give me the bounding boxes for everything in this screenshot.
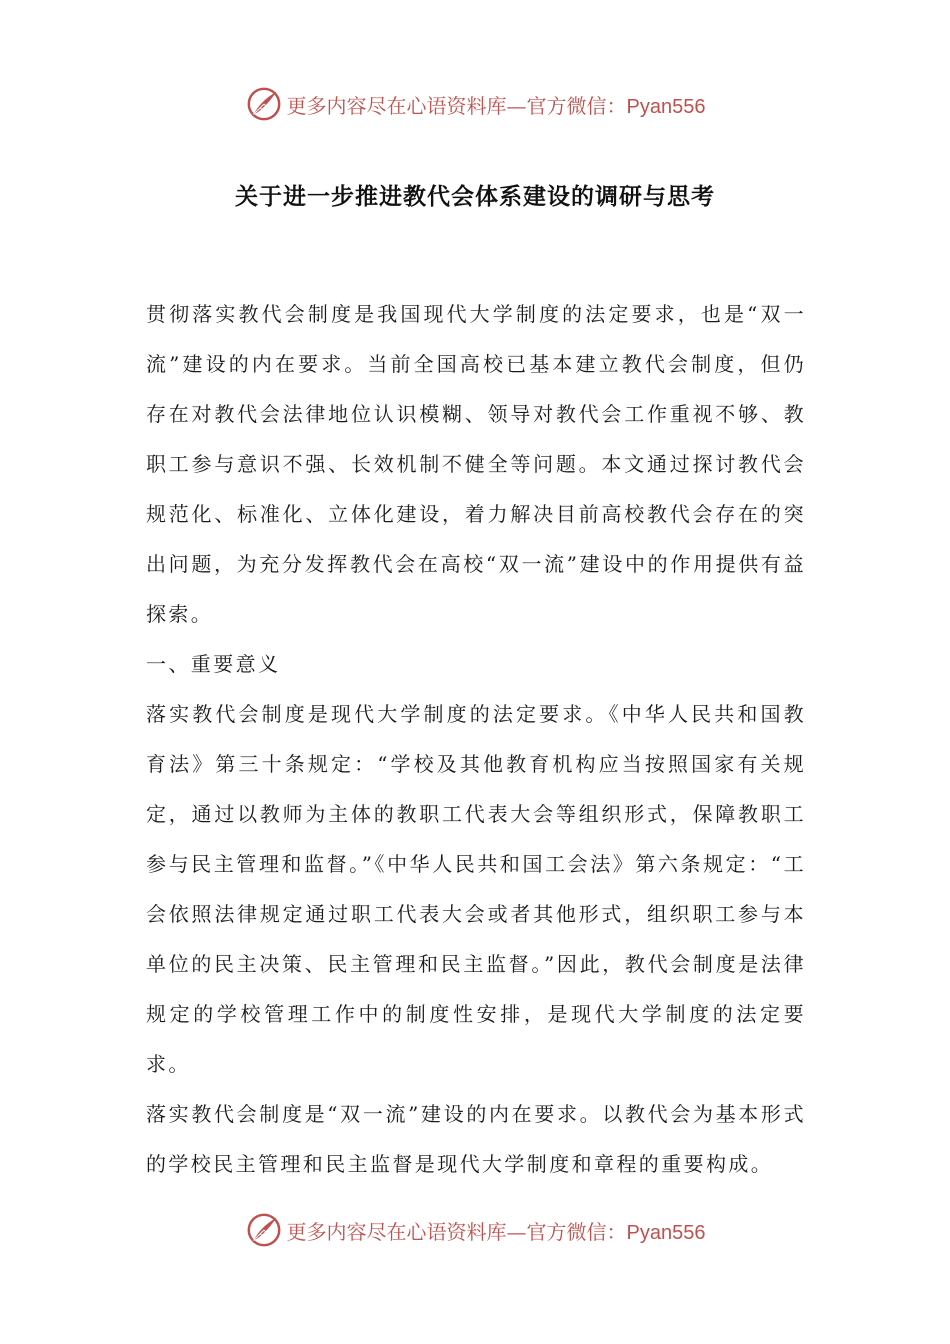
watermark-banner-top [0,82,950,126]
watermark-slogan: 更多内容尽在心语资料库 [286,93,507,118]
paragraph-double-first-class: 落实教代会制度是“双一流”建设的内在要求。以教代会为基本形式的学校民主管理和民主监督是现代大学制度和章程的重要构成。 [146,1102,806,1176]
watermark-wechat-id: Pyan556 [626,1221,706,1244]
paragraph-intro: 贯彻落实教代会制度是我国现代大学制度的法定要求，也是“双一流”建设的内在要求。当前全国高校已基本建立教代会制度，但仍存在对教代会法律地位认识模糊、领导对教代会工作重视不够、教职工参与意识不强、长效机制不健全等问题。本文通过探讨教代会规范化、标准化、立体化建设，着力解决目前高校教代会存在的突出问题，为充分发挥教代会在高校“双一流”建设中的作用提供有益探索。 [146,302,806,626]
quill-logo-icon [245,1211,283,1249]
watermark-wechat-label: 官方微信： [526,93,627,118]
quill-logo-icon [245,85,283,123]
watermark-wechat-label: 官方微信： [526,1219,627,1244]
watermark-slogan: 更多内容尽在心语资料库 [286,1219,507,1244]
document-body [146,289,806,1189]
watermark-dash: — [506,93,527,118]
watermark-text [287,90,706,119]
document-title: 关于进一步推进教代会体系建设的调研与思考 [235,184,715,210]
watermark-wechat-id: Pyan556 [626,95,706,118]
section-heading-significance: 一、重要意义 [146,652,281,676]
watermark-dash: — [506,1219,527,1244]
watermark-text [287,1216,706,1245]
watermark-banner-bottom [0,1208,950,1252]
paragraph-legal-requirement: 落实教代会制度是现代大学制度的法定要求。《中华人民共和国教育法》第三十条规定：“学校及其他教育机构应当按照国家有关规定，通过以教师为主体的教职工代表大会等组织形式，保障教职工参与民主管理和监督。”《中华人民共和国工会法》第六条规定：“工会依照法律规定通过职工代表大会或者其他形式，组织职工参与本单位的民主决策、民主管理和民主监督。”因此，教代会制度是法律规定的学校管理工作中的制度性安排，是现代大学制度的法定要求。 [146,702,806,1076]
